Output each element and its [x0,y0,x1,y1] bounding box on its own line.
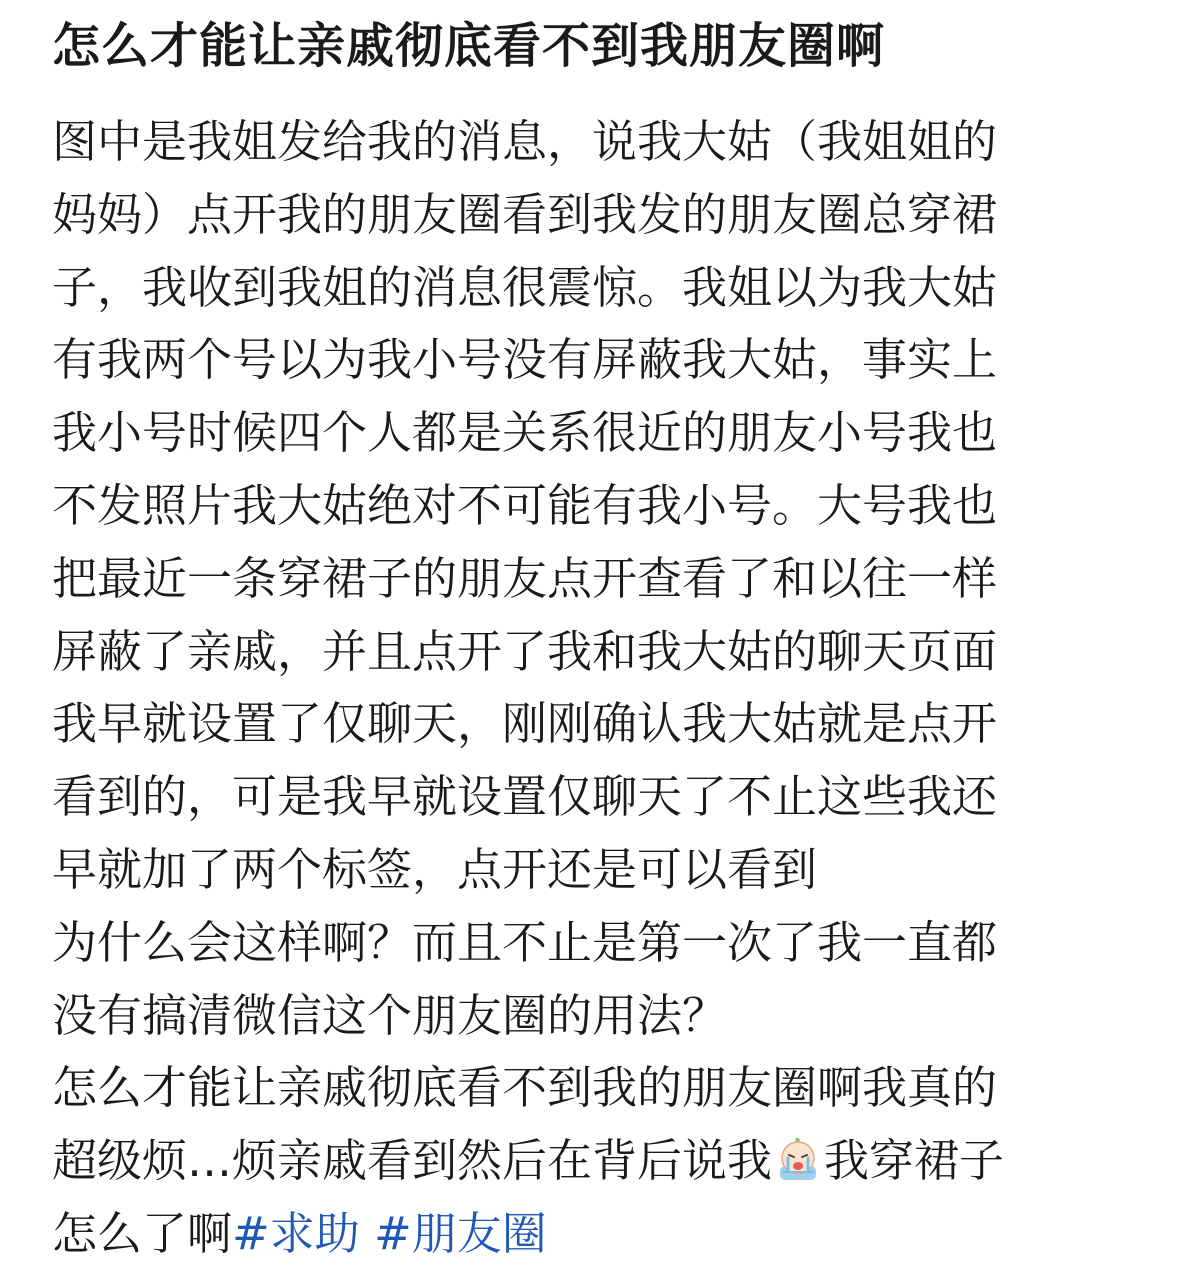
body-line-15 [52,1125,1132,1198]
body-line-15-end: 我穿裙子 [824,1134,1005,1188]
body-line-2: 妈妈）点开我的朋友圈看到我发的朋友圈总穿裙 [52,187,998,241]
body-line-13: 没有搞清微信这个朋友圈的用法？ [52,988,728,1042]
body-line-12: 为什么会这样啊？而且不止是第一次了我一直都 [52,915,998,969]
body-line-3: 子，我收到我姐的消息很震惊。我姐以为我大姑 [52,260,998,314]
hashtag-help[interactable]: #求助 [232,1206,360,1260]
body-line-16-text: 怎么了啊 [52,1206,233,1260]
watermark [1004,1234,1194,1272]
body-line-4: 有我两个号以为我小号没有屏蔽我大姑，事实上 [52,333,998,387]
body-line-8: 屏蔽了亲戚，并且点开了我和我大姑的聊天页面 [52,624,998,678]
post-body [52,106,1132,1271]
body-line-6: 不发照片我大姑绝对不可能有我小号。大号我也 [52,478,998,532]
body-line-5: 我小号时候四个人都是关系很近的朋友小号我也 [52,406,998,460]
body-line-15-start: 超级烦…烦亲戚看到然后在背后说我 [52,1134,773,1188]
post-container [52,14,1132,1271]
body-line-10: 看到的，可是我早就设置仅聊天了不止这些我还 [52,770,998,824]
crying-face-emoji-icon [774,1133,822,1181]
hashtag-moments[interactable]: #朋友圈 [374,1206,547,1260]
post-title: 怎么才能让亲戚彻底看不到我朋友圈啊 [52,18,886,74]
body-line-11: 早就加了两个标签，点开还是可以看到 [52,842,818,896]
body-line-16 [52,1198,1132,1271]
body-line-9: 我早就设置了仅聊天，刚刚确认我大姑就是点开 [52,697,998,751]
body-line-14: 怎么才能让亲戚彻底看不到我的朋友圈啊我真的 [52,1061,998,1115]
body-line-7: 把最近一条穿裙子的朋友点开查看了和以往一样 [52,551,998,605]
body-line-1: 图中是我姐发给我的消息，说我大姑（我姐姐的 [52,115,998,168]
